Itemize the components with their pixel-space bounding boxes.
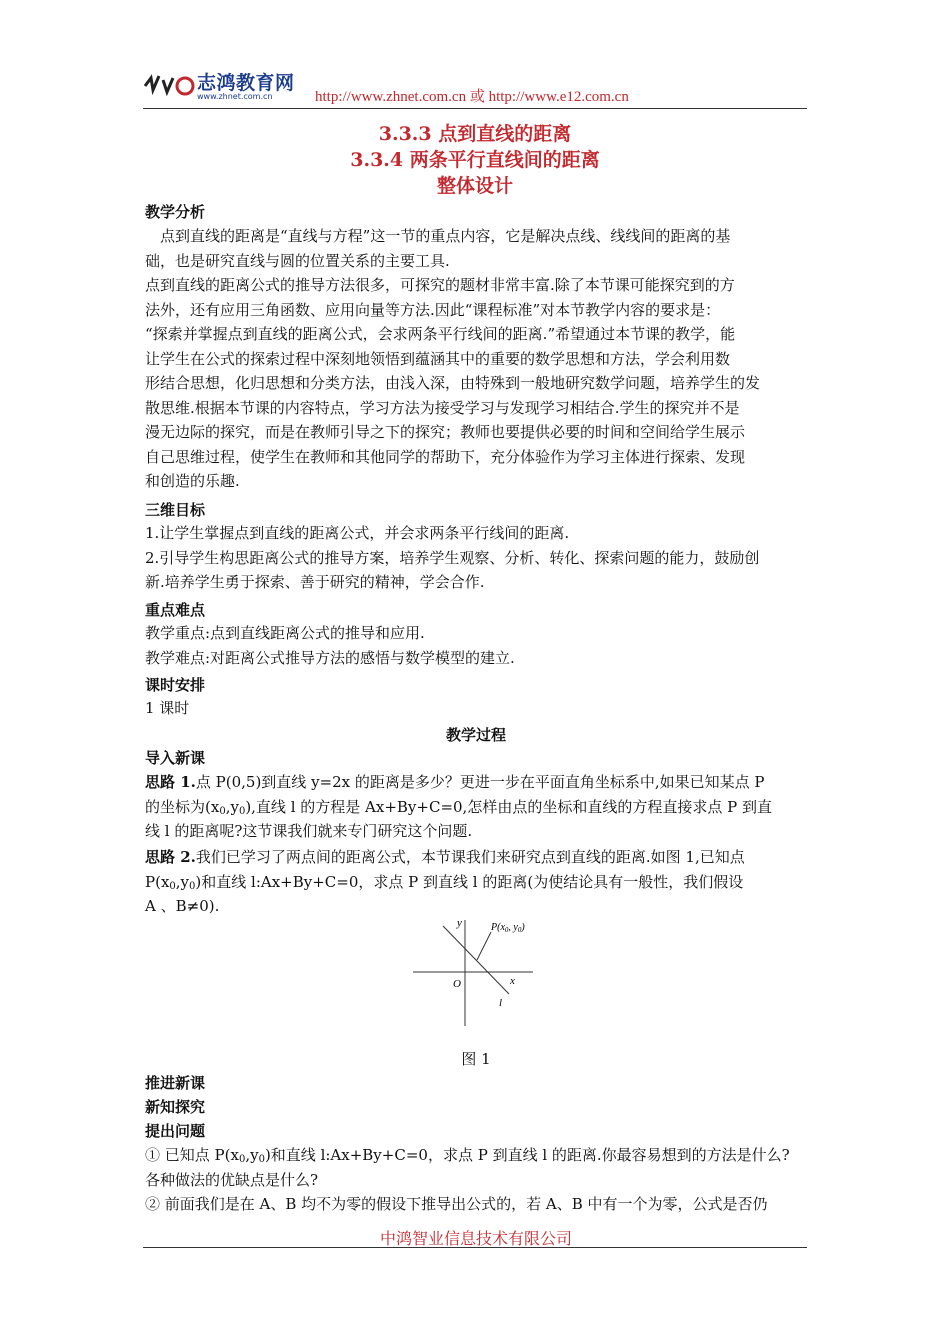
difficult-point: 教学难点:对距离公式推导方法的感悟与数学模型的建立. <box>145 648 515 667</box>
title-line-1: 3.3.3 点到直线的距离 <box>378 123 572 145</box>
text-line: “探索并掌握点到直线的距离公式，会求两条平行线间的距离.”希望通过本节课的教学，能 <box>145 325 736 343</box>
text-span: P(x <box>145 872 170 891</box>
subscript: 0 <box>189 880 196 892</box>
heading-goals: 三维目标 <box>145 501 206 519</box>
analysis-paragraph-1 <box>145 224 807 273</box>
logo-url: www.zhnet.com.cn <box>197 92 273 101</box>
subscript: 0 <box>238 805 246 817</box>
subscript: 0 <box>169 880 176 892</box>
idea-2-label: 思路 2. <box>145 848 196 866</box>
heading-intro: 导入新课 <box>145 749 206 767</box>
schedule-text: 1 课时 <box>145 699 190 717</box>
text-span: ,y <box>175 872 190 891</box>
text-line: 新.培养学生勇于探索、善于研究的精神，学会合作. <box>145 573 485 591</box>
y-axis-label: y <box>457 917 462 929</box>
text-line: 点到直线的距离是“直线与方程”这一节的重点内容，它是解决点线、线线间的距离的基 <box>145 227 731 245</box>
origin-label: O <box>453 978 461 990</box>
heading-process: 教学过程 <box>445 726 506 744</box>
text-line: 础，也是研究直线与圆的位置关系的主要工具. <box>145 251 450 270</box>
heading-new-lesson: 推进新课 <box>145 1074 206 1092</box>
heading-analysis: 教学分析 <box>145 203 206 221</box>
idea-1 <box>145 770 807 844</box>
heading-key-points: 重点难点 <box>145 601 206 619</box>
goal-item: 2.引导学生构思距离公式的推导方案，培养学生观察、分析、转化、探索问题的能力，鼓励创 <box>145 548 760 567</box>
text-line <box>145 1143 807 1168</box>
point-p-label: $P(x_0$, $y_0$) <box>491 922 525 934</box>
text-span: 我们已学习了两点间的距离公式，本节课我们来研究点到直线的距离.如图 1,已知点 <box>195 848 745 866</box>
text-line: 线 l 的距离呢?这节课我们就来专门研究这个问题. <box>145 822 473 840</box>
idea-2 <box>145 845 807 919</box>
text-span: ),直线 l 的方程是 Ax+By+C=0,怎样由点的坐标和直线的方程直接求点 P 到直 <box>245 797 772 816</box>
text-line: 点到直线的距离公式的推导方法很多，可探究的题材非常丰富.除了本节课可能探究到的方 <box>145 276 735 294</box>
header-divider <box>143 108 807 109</box>
idea-1-label: 思路 1. <box>145 773 196 791</box>
heading-questions: 提出问题 <box>145 1122 206 1140</box>
zhnet-logo[interactable] <box>143 66 315 106</box>
coordinate-diagram <box>413 912 537 1030</box>
question-2: ② 前面我们是在 A、B 均不为零的假设下推导出公式的，若 A、B 中有一个为零，公式是否仍 <box>145 1195 768 1213</box>
text-line <box>145 795 807 820</box>
text-line <box>145 845 807 870</box>
text-span: )和直线 l:Ax+By+C=0，求点 P 到直线 l 的距离.你最容易想到的方法是什么? <box>264 1146 790 1164</box>
figure-1 <box>413 912 537 1030</box>
text-span: 点 P(0,5)到直线 y=2x 的距离是多少？更进一步在平面直角坐标系中,如果已知某点 P <box>195 773 765 791</box>
text-line <box>145 870 807 895</box>
text-line: 法外，还有应用三角函数、应用向量等方法.因此“课程标准”对本节教学内容的要求是： <box>145 300 721 319</box>
subscript: 0 <box>238 1154 246 1165</box>
key-points <box>145 621 807 670</box>
logo-mark-icon <box>143 72 197 98</box>
text-line: 散思维.根据本节课的内容特点，学习方法为接受学习与发现学习相结合.学生的探究并不是 <box>145 398 740 417</box>
title-line-2: 3.3.4 两条平行直线间的距离 <box>350 149 600 171</box>
footer-divider <box>143 1247 807 1248</box>
text-line: 漫无边际的探究，而是在教师引导之下的探究；教师也要提供必要的时间和空间给学生展示 <box>145 423 746 441</box>
analysis-paragraph-2 <box>145 273 807 494</box>
text-span: ① 已知点 P(x <box>145 1146 239 1164</box>
text-line: 各种做法的优缺点是什么? <box>145 1170 319 1189</box>
heading-schedule: 课时安排 <box>145 676 206 694</box>
text-span: )和直线 l:Ax+By+C=0，求点 P 到直线 l 的距离(为使结论具有一般性，我们假设 <box>195 872 744 891</box>
header-links[interactable]: http://www.zhnet.com.cn 或 http://www.e12.com.cn <box>315 89 629 105</box>
text-span: 的坐标为(x <box>145 797 220 816</box>
footer-company: 中鸿智业信息技术有限公司 <box>379 1229 572 1248</box>
goals-list <box>145 521 807 595</box>
goal-item: 1.让学生掌握点到直线的距离公式，并会求两条平行线间的距离. <box>145 524 570 542</box>
text-line: A 、B≠0). <box>145 897 220 915</box>
header <box>143 66 807 110</box>
title-line-3: 整体设计 <box>436 175 513 197</box>
text-line <box>145 770 807 795</box>
text-line: 和创造的乐趣. <box>145 472 240 490</box>
text-line: 自己思维过程，使学生在教师和其他同学的帮助下，充分体验作为学习主体进行探索、发现 <box>145 447 746 466</box>
x-axis-label: x <box>510 975 515 987</box>
perpendicular-segment <box>477 932 491 960</box>
question-1 <box>145 1143 807 1192</box>
text-line: 让学生在公式的探索过程中深刻地领悟到蕴涵其中的重要的数学思想和方法，学会利用数 <box>145 349 731 368</box>
text-span: ,y <box>245 1146 259 1164</box>
key-point: 教学重点:点到直线距离公式的推导和应用. <box>145 624 425 642</box>
subscript: 0 <box>258 1154 265 1165</box>
text-line: 形结合思想，化归思想和分类方法，由浅入深，由特殊到一般地研究数学问题，培养学生的发 <box>145 374 761 392</box>
heading-explore: 新知探究 <box>145 1098 206 1116</box>
logo-text: 志鸿教育网 <box>197 72 295 94</box>
line-l-label: l <box>499 997 503 1009</box>
text-span: ,y <box>225 797 239 816</box>
subscript: 0 <box>219 805 226 817</box>
figure-caption: 图 1 <box>461 1050 491 1068</box>
